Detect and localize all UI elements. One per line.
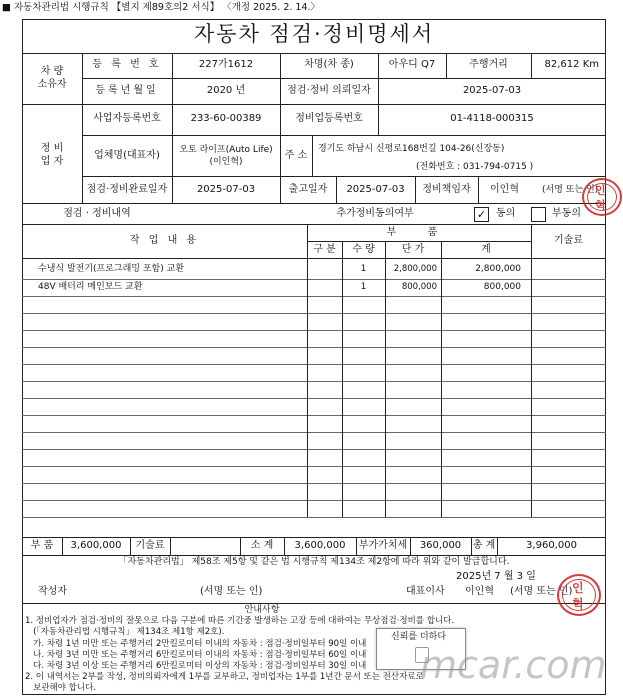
writer-label: 작성자: [38, 586, 67, 597]
details-label: 점검 · 정비내역: [63, 208, 131, 219]
disagree-checkbox[interactable]: [531, 207, 546, 222]
ceo-sign-note: (서명 또는 인): [510, 586, 573, 597]
certify-date: 2025년 7 월 3 일: [456, 571, 536, 582]
biz-no-value: 233-60-00389: [190, 113, 262, 124]
biz-no-label: 사업자등록번호: [93, 113, 161, 124]
manager-sign-note: (서명 또는 인): [542, 185, 599, 195]
totals-parts-value: 3,600,000: [70, 540, 122, 551]
seal-stamp-bottom: 인 혁: [557, 574, 601, 616]
guide-title: 안내사항: [244, 605, 280, 615]
manager-value: 이인혁: [490, 184, 519, 195]
seal-stamp-top: 인 혁: [582, 178, 622, 216]
totals-parts-label: 부 품: [30, 540, 54, 551]
guide-line: 2. 이 내역서는 2부를 작성, 정비의뢰자에게 1부를 교부하고, 정비업자는 1부를 1년간 문서 또는 전산자료로: [25, 672, 424, 682]
done-date-value: 2025-07-03: [196, 184, 256, 195]
writer-sign-note: (서명 또는 인): [200, 586, 263, 597]
done-date-label: 점검·정비완료일자: [86, 184, 168, 195]
work-header: 작 업 내 용: [129, 235, 200, 246]
totals-labor-label: 기술료: [135, 540, 165, 551]
release-date-value: 2025-07-03: [346, 184, 405, 195]
agree-checkbox[interactable]: ✓: [474, 207, 489, 222]
reg-no-value: 227가1612: [198, 59, 254, 70]
parts-header: 부 품: [386, 227, 452, 238]
address-value: 경기도 하남시 신평로168번길 104-26(신장동): [318, 144, 505, 154]
sub-header-total: 계: [481, 244, 491, 255]
guide-line: 다. 차령 3년 이상 또는 주행거리 6만킬로미터 이상의 자동차 : 점검·정비일부터 30일 이내: [25, 661, 367, 671]
page-title: 자동차 점검·정비명세서: [193, 22, 435, 46]
extra-consent-label: 추가정비동의여부: [336, 208, 414, 219]
totals-vat-label: 부가가치세: [358, 540, 408, 551]
phone-value: (전화번호 : 031-794-0715 ): [416, 162, 534, 172]
reg-year-value: 2020 년: [206, 85, 246, 96]
guide-line: (「자동차관리법 시행규칙」 제134조 제1항 제2호).: [25, 627, 225, 637]
shop-section-label: 정 비 업 자: [40, 143, 64, 167]
company-value: 오토 라이프(Auto Life): [179, 145, 273, 155]
shop-reg-value: 01-4118-000315: [450, 113, 534, 124]
ceo-label: 대표이사: [406, 586, 445, 597]
totals-subtotal-value: 3,600,000: [294, 540, 346, 551]
labor-header: 기술료: [554, 235, 583, 246]
guide-line: 가. 차령 1년 미만 또는 주행거리 2만킬로미터 이내의 자동차 : 점검·정비일부터 90일 이내: [25, 639, 367, 649]
guide-line: 보관해야 합니다.: [25, 683, 96, 693]
row-qty: 1: [360, 264, 367, 274]
company-owner: (이인혁): [209, 157, 243, 167]
guide-line: 1. 정비업자가 점검·정비의 잘못으로 다음 구분에 따른 기간중 발생하는 고장 등에 대하여는 무상점검·정비를 합니다.: [25, 616, 455, 626]
watermark: mcar.com: [420, 643, 607, 687]
model-value: 아우디 Q7: [388, 59, 436, 70]
row-qty: 1: [360, 282, 367, 292]
reg-year-label: 등록년월일: [95, 85, 159, 96]
totals-total-value: 3,960,000: [526, 540, 577, 551]
totals-subtotal-label: 소 계: [250, 540, 274, 551]
disagree-label: 부동의: [552, 208, 581, 219]
ceo-name: 이인혁: [465, 586, 494, 597]
owner-section-label: 차 량 소유자: [37, 66, 67, 90]
shop-reg-label: 정비업등록번호: [295, 113, 363, 124]
form-caption: ■ 자동차관리법 시행규칙 【별지 제89호의2 서식】 〈개정 2025. 2. 14.〉: [2, 2, 321, 13]
guide-line: 나. 차령 3년 미만 또는 주행거리 6만킬로미터 이내의 자동차 : 점검·정비일부터 60일 이내: [25, 650, 367, 660]
manager-label: 정비책임자: [422, 184, 471, 195]
row-unit: 800,000: [401, 282, 437, 292]
tooltip-text: 신뢰를 더하다: [391, 632, 447, 642]
sub-header-type: 구 분: [313, 244, 336, 255]
row-work: 48V 배터리 메인보드 교환: [38, 282, 143, 292]
company-label: 업체명(대표자): [94, 150, 160, 161]
model-label: 차명(차 종): [304, 59, 354, 70]
sub-header-unit: 단 가: [401, 244, 425, 255]
mileage-value: 82,612 Km: [544, 59, 599, 70]
mileage-label: 주행거리: [469, 59, 508, 70]
row-total: 800,000: [483, 282, 521, 292]
address-label: 주 소: [284, 150, 308, 161]
certify-statement: 「자동차관리법」 제58조 제5항 및 같은 법 시행규칙 제134조 제2항에 따라 위와 같이 발급합니다.: [118, 557, 510, 567]
agree-label: 동의: [496, 208, 516, 219]
row-unit: 2,800,000: [393, 264, 437, 274]
totals-total-label: 총 계: [472, 540, 496, 551]
release-date-label: 출고일자: [288, 184, 328, 195]
row-total: 2,800,000: [475, 264, 521, 274]
reg-no-label: 등 록 번 호: [92, 59, 162, 70]
request-date-value: 2025-07-03: [462, 85, 522, 96]
row-work: 수냉식 발전기(프로그래밍 포함) 교환: [38, 264, 185, 274]
totals-vat-value: 360,000: [419, 540, 462, 551]
request-date-label: 점검·정비 의뢰일자: [287, 85, 371, 96]
sub-header-qty: 수 량: [352, 244, 375, 255]
